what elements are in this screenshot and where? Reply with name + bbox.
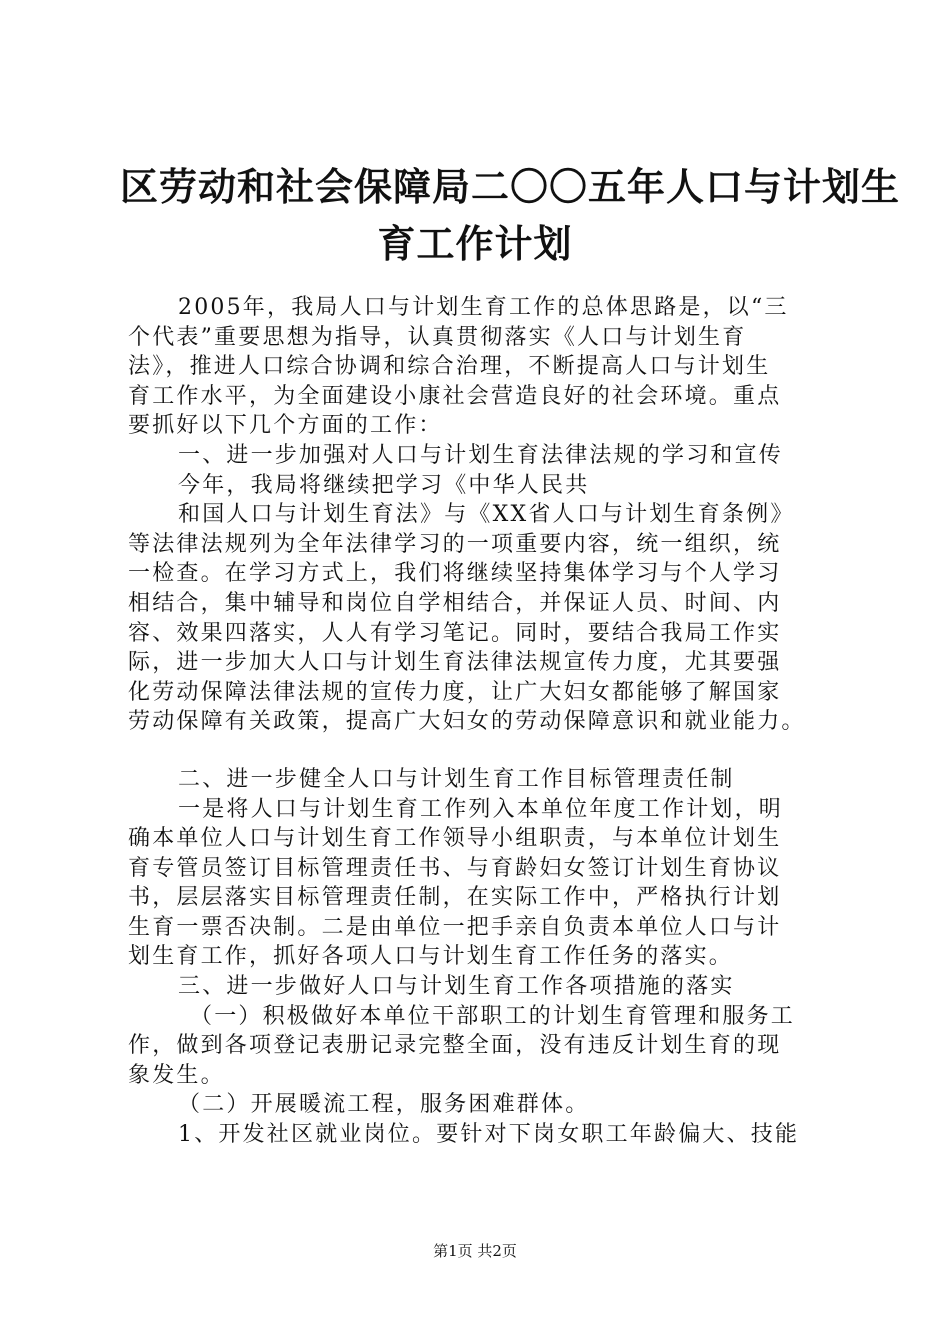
document-title-line-1: 区劳动和社会保障局二〇〇五年人口与计划生 xyxy=(120,164,901,209)
section-heading-2: 二、进一步健全人口与计划生育工作目标管理责任制 xyxy=(178,766,735,792)
body-line: 和国人口与计划生育法》与《XX省人口与计划生育条例》 xyxy=(178,502,795,528)
document-body xyxy=(128,293,828,1150)
body-line: 劳动保障有关政策，提高广大妇女的劳动保障意识和就业能力。 xyxy=(128,709,806,735)
body-line: 一检查。在学习方式上，我们将继续坚持集体学习与个人学习 xyxy=(128,561,782,587)
body-line: 法》，推进人口综合协调和综合治理，不断提高人口与计划生 xyxy=(128,354,771,380)
body-line: 化劳动保障法律法规的宣传力度，让广大妇女都能够了解国家 xyxy=(128,679,782,705)
body-line: 际，进一步加大人口与计划生育法律法规宣传力度，尤其要强 xyxy=(128,650,782,676)
body-line: 今年，我局将继续把学习《中华人民共 xyxy=(178,472,590,498)
body-line: 等法律法规列为全年法律学习的一项重要内容，统一组织，统 xyxy=(128,531,782,557)
body-line: 作，做到各项登记表册记录完整全面，没有违反计划生育的现 xyxy=(128,1033,782,1059)
body-line: 育专管员签订目标管理责任书、与育龄妇女签订计划生育协议 xyxy=(128,855,782,881)
body-line: 生育一票否决制。二是由单位一把手亲自负责本单位人口与计 xyxy=(128,914,782,940)
body-line: （二）开展暖流工程，服务困难群体。 xyxy=(178,1092,590,1118)
body-line: 2005年，我局人口与计划生育工作的总体思路是，以“三 xyxy=(178,295,789,320)
body-line: 象发生。 xyxy=(128,1062,225,1088)
body-line: 书，层层落实目标管理责任制，在实际工作中，严格执行计划 xyxy=(128,885,782,911)
document-title-line-2: 育工作计划 xyxy=(377,221,573,266)
page-number-footer: 第1页 共2页 xyxy=(433,1242,517,1260)
body-line: 容、效果四落实，人人有学习笔记。同时，要结合我局工作实 xyxy=(128,620,782,646)
body-line: 育工作水平，为全面建设小康社会营造良好的社会环境。重点 xyxy=(128,383,782,409)
section-heading-1: 一、进一步加强对人口与计划生育法律法规的学习和宣传 xyxy=(178,442,784,468)
body-line: 个代表”重要思想为指导，认真贯彻落实《人口与计划生育 xyxy=(128,324,747,350)
body-line: 相结合，集中辅导和岗位自学相结合，并保证人员、时间、内 xyxy=(128,590,782,616)
body-line: 1、开发社区就业岗位。要针对下岗女职工年龄偏大、技能 xyxy=(178,1122,800,1148)
body-line: 要抓好以下几个方面的工作： xyxy=(128,413,443,439)
body-line: 确本单位人口与计划生育工作领导小组职责，与本单位计划生 xyxy=(128,826,782,852)
paragraph-spacer xyxy=(128,737,828,765)
body-line: 一是将人口与计划生育工作列入本单位年度工作计划，明 xyxy=(178,796,784,822)
body-line: 划生育工作，抓好各项人口与计划生育工作任务的落实。 xyxy=(128,944,734,970)
body-line: （一）积极做好本单位干部职工的计划生育管理和服务工 xyxy=(190,1003,796,1029)
section-heading-3: 三、进一步做好人口与计划生育工作各项措施的落实 xyxy=(178,974,735,1000)
